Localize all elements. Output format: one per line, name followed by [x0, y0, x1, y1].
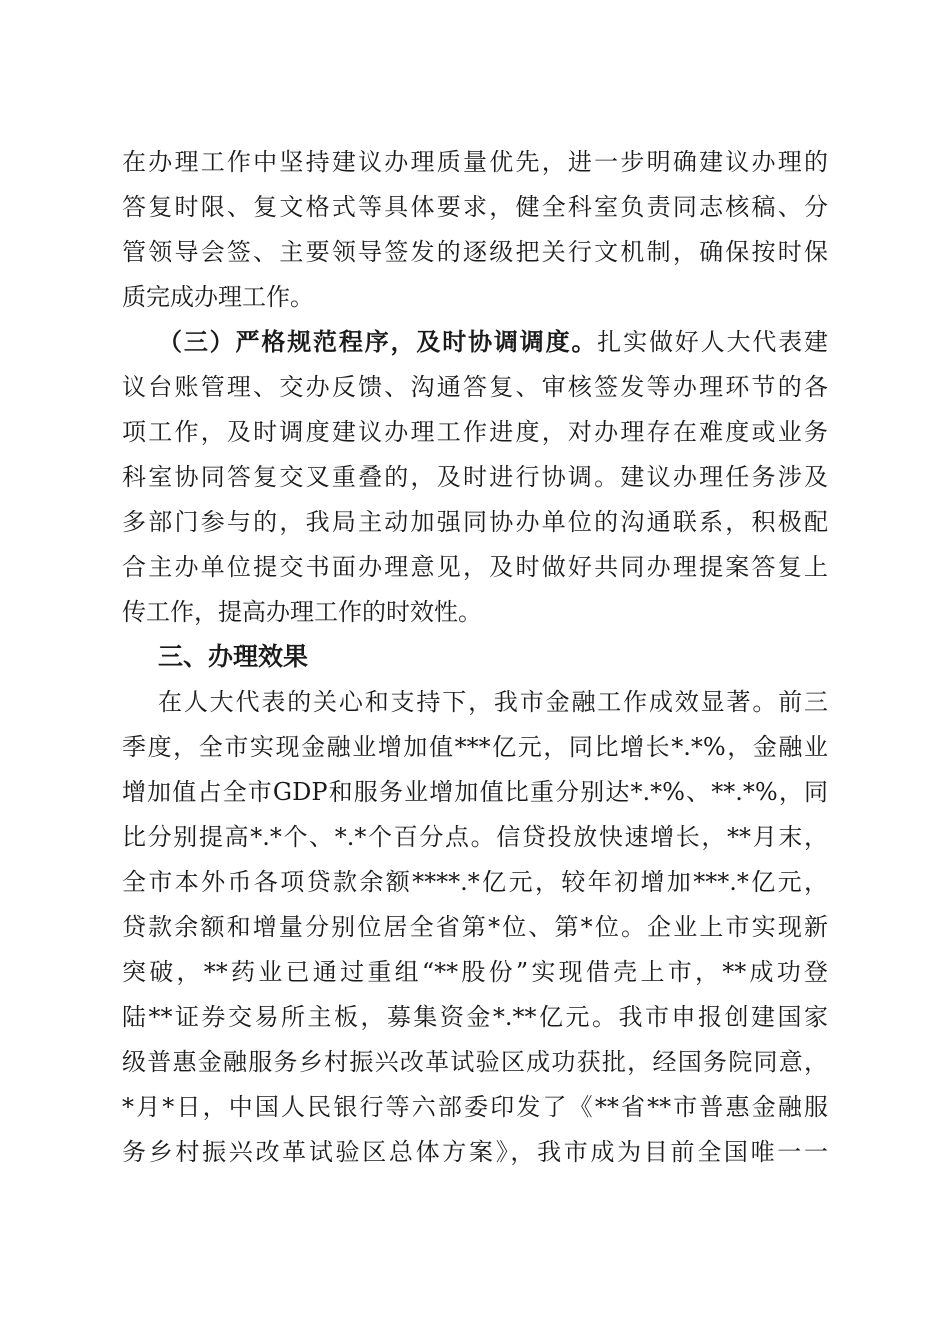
- paragraph-2-line-2: 议台账管理、交办反馈、沟通答复、审核签发等办理环节的各: [122, 373, 828, 401]
- paragraph-3-line-6: 贷款余额和增量分别位居全省第*位、第*位。企业上市实现新: [122, 913, 828, 941]
- paragraph-3-line-7: 突破，**药业已通过重组“**股份”实现借壳上市，**成功登: [122, 958, 828, 986]
- paragraph-2-line-7: 传工作，提高办理工作的时效性。: [122, 598, 482, 626]
- subsection-heading: （三）严格规范程序，及时协调调度。: [158, 328, 598, 356]
- section-heading: 三、办理效果: [158, 642, 309, 671]
- paragraph-2-lead-text: 扎实做好人大代表建: [597, 328, 829, 356]
- paragraph-2-line-6: 合主办单位提交书面办理意见，及时做好共同办理提案答复上: [122, 553, 828, 581]
- paragraph-2-line-3: 项工作，及时调度建议办理工作进度，对办理存在难度或业务: [122, 418, 828, 446]
- paragraph-3-line-5: 全市本外币各项贷款余额****.*亿元，较年初增加***.*亿元，: [122, 868, 828, 896]
- paragraph-3-line-9: 级普惠金融服务乡村振兴改革试验区成功获批，经国务院同意，: [122, 1048, 828, 1076]
- paragraph-3-line-1: 在人大代表的关心和支持下，我市金融工作成效显著。前三: [158, 688, 828, 716]
- paragraph-3-line-10: *月*日，中国人民银行等六部委印发了《**省**市普惠金融服: [122, 1093, 828, 1121]
- paragraph-2-line-4: 科室协同答复交叉重叠的，及时进行协调。建议办理任务涉及: [122, 463, 828, 491]
- paragraph-3-line-8: 陆**证券交易所主板，募集资金*.**亿元。我市申报创建国家: [122, 1003, 828, 1031]
- paragraph-3-line-11: 务乡村振兴改革试验区总体方案》，我市成为目前全国唯一一: [122, 1138, 828, 1166]
- paragraph-1-line-4: 质完成办理工作。: [122, 283, 314, 311]
- paragraph-3-line-3: 增加值占全市GDP和服务业增加值比重分别达*.*%、**.*%，同: [122, 778, 828, 806]
- paragraph-3-line-4: 比分别提高*.*个、*.*个百分点。信贷投放快速增长，**月末，: [122, 823, 828, 851]
- paragraph-3-line-2: 季度，全市实现金融业增加值***亿元，同比增长*.*%，金融业: [122, 733, 828, 761]
- paragraph-2-line-1: [158, 322, 828, 362]
- paragraph-1-line-1: 在办理工作中坚持建议办理质量优先，进一步明确建议办理的: [122, 148, 828, 176]
- paragraph-2-line-5: 多部门参与的，我局主动加强同协办单位的沟通联系，积极配: [122, 508, 828, 536]
- paragraph-1-line-3: 管领导会签、主要领导签发的逐级把关行文机制，确保按时保: [122, 238, 828, 266]
- paragraph-1-line-2: 答复时限、复文格式等具体要求，健全科室负责同志核稿、分: [122, 193, 828, 221]
